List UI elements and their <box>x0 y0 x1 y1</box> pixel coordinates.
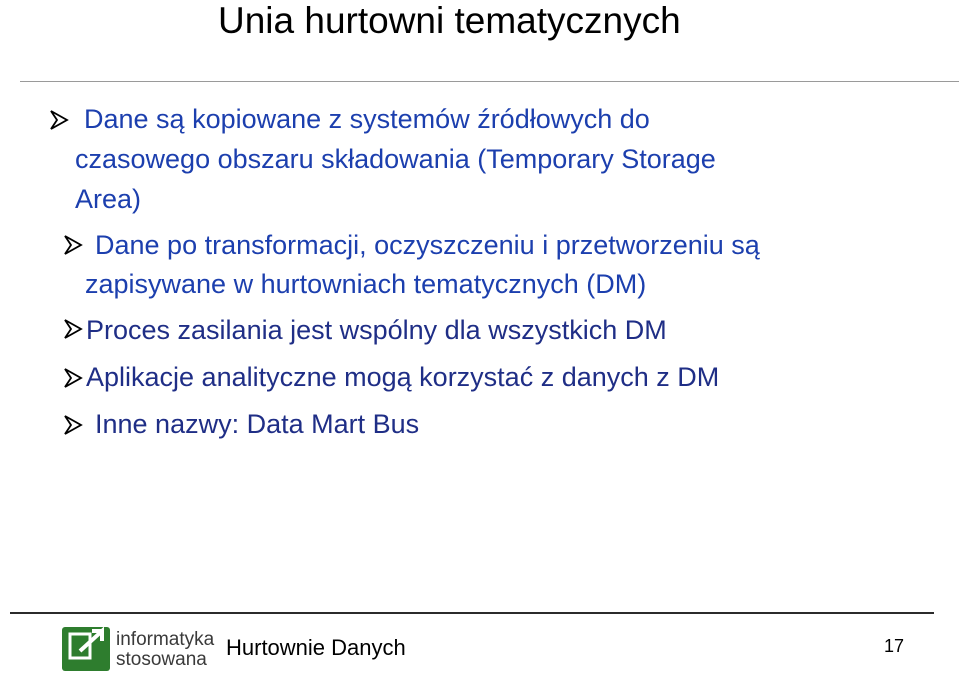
bullet-3-line-1: Proces zasilania jest wspólny dla wszystkich DM <box>86 315 667 345</box>
page-number: 17 <box>884 636 905 656</box>
logo-text <box>116 630 214 670</box>
arrow-bullet-icon <box>62 414 84 436</box>
footer-title: Hurtownie Danych <box>226 635 406 660</box>
bullet-1-line-2: czasowego obszaru składowania (Temporary Storage <box>75 144 716 174</box>
arrow-bullet-icon <box>48 109 70 131</box>
logo-line-2: stosowana <box>116 649 207 670</box>
logo-icon <box>62 627 110 671</box>
bullet-1-line-1: Dane są kopiowane z systemów źródłowych do <box>84 104 650 134</box>
arrow-bullet-icon <box>62 318 84 340</box>
bullet-2-line-2: zapisywane w hurtowniach tematycznych (DM) <box>85 269 647 299</box>
title-divider <box>20 81 959 82</box>
bullet-4-line-1: Aplikacje analityczne mogą korzystać z danych z DM <box>86 362 720 392</box>
slide-title: Unia hurtowni tematycznych <box>218 0 681 41</box>
footer-divider <box>10 612 934 614</box>
arrow-bullet-icon <box>62 367 84 389</box>
bullet-5-line-1: Inne nazwy: Data Mart Bus <box>95 409 420 439</box>
bullet-2-line-1: Dane po transformacji, oczyszczeniu i przetworzeniu są <box>95 230 760 260</box>
arrow-bullet-icon <box>62 234 84 256</box>
logo-line-1: informatyka <box>116 629 215 650</box>
bullet-1-line-3: Area) <box>75 184 142 214</box>
